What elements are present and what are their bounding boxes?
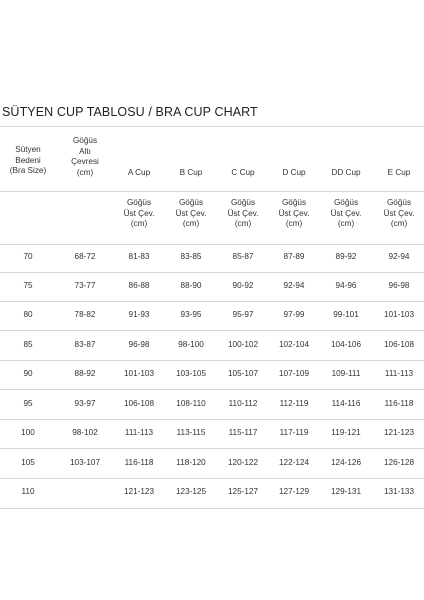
header-cup-5: E Cup <box>387 167 411 177</box>
row-cup-value: 108-110 <box>176 398 206 408</box>
row-cup-value: 88-90 <box>180 280 202 290</box>
row-cup-value: 122-124 <box>278 457 310 467</box>
row-size: 85 <box>23 339 33 349</box>
row-underbust: 68-72 <box>74 251 96 261</box>
table-divider <box>0 419 424 420</box>
row-cup-value: 118-120 <box>176 457 206 467</box>
table-divider <box>0 272 424 273</box>
header-bra-size: Sütyen Bedeni (Bra Size) <box>9 145 47 176</box>
header-overbust-3: Göğüs Üst Çev. (cm) <box>278 198 310 229</box>
row-size: 75 <box>23 280 33 290</box>
row-cup-value: 123-125 <box>175 486 207 496</box>
row-cup-value: 96-98 <box>388 280 410 290</box>
row-size: 95 <box>23 398 33 408</box>
header-overbust-2: Göğüs Üst Çev. (cm) <box>227 198 259 229</box>
row-cup-value: 98-100 <box>178 339 204 349</box>
row-cup-value: 94-96 <box>335 280 357 290</box>
row-cup-value: 124-126 <box>330 457 362 467</box>
row-underbust: 83-87 <box>74 339 96 349</box>
header-cup-4: DD Cup <box>331 167 361 177</box>
row-cup-value: 125-127 <box>227 486 259 496</box>
table-divider <box>0 360 424 361</box>
row-cup-value: 105-107 <box>227 368 259 378</box>
header-overbust-0: Göğüs Üst Çev. (cm) <box>123 198 155 229</box>
row-cup-value: 107-109 <box>278 368 310 378</box>
table-divider <box>0 478 424 479</box>
row-cup-value: 109-111 <box>331 368 361 378</box>
row-cup-value: 102-104 <box>278 339 310 349</box>
row-cup-value: 117-119 <box>279 427 309 437</box>
row-cup-value: 104-106 <box>330 339 362 349</box>
row-cup-value: 100-102 <box>227 339 259 349</box>
header-overbust-4: Göğüs Üst Çev. (cm) <box>330 198 362 229</box>
row-cup-value: 86-88 <box>128 280 150 290</box>
row-cup-value: 83-85 <box>180 251 202 261</box>
row-cup-value: 112-119 <box>279 398 309 408</box>
row-size: 70 <box>23 251 33 261</box>
row-cup-value: 91-93 <box>128 309 150 319</box>
row-cup-value: 106-108 <box>123 398 155 408</box>
row-cup-value: 116-118 <box>384 398 414 408</box>
row-cup-value: 126-128 <box>383 457 415 467</box>
row-cup-value: 131-133 <box>383 486 415 496</box>
header-cup-3: D Cup <box>282 167 306 177</box>
header-underbust: Göğüs Altı Çevresi (cm) <box>71 136 99 177</box>
chart-title: SÜTYEN CUP TABLOSU / BRA CUP CHART <box>2 105 258 119</box>
table-divider <box>0 126 424 127</box>
header-cup-0: A Cup <box>127 167 151 177</box>
row-cup-value: 89-92 <box>335 251 357 261</box>
row-cup-value: 85-87 <box>232 251 254 261</box>
row-cup-value: 119-121 <box>331 427 361 437</box>
row-size: 105 <box>21 457 35 467</box>
row-cup-value: 103-105 <box>175 368 207 378</box>
row-cup-value: 101-103 <box>123 368 155 378</box>
table-divider <box>0 244 424 245</box>
table-divider <box>0 330 424 331</box>
row-cup-value: 129-131 <box>330 486 362 496</box>
row-cup-value: 87-89 <box>283 251 305 261</box>
row-cup-value: 111-113 <box>384 368 414 378</box>
row-cup-value: 114-116 <box>331 398 361 408</box>
row-cup-value: 92-94 <box>388 251 410 261</box>
row-cup-value: 115-117 <box>228 427 258 437</box>
row-underbust: 98-102 <box>72 427 98 437</box>
row-cup-value: 111-113 <box>124 427 154 437</box>
row-cup-value: 106-108 <box>383 339 415 349</box>
table-divider <box>0 301 424 302</box>
table-divider <box>0 448 424 449</box>
row-cup-value: 101-103 <box>383 309 415 319</box>
table-divider <box>0 389 424 390</box>
row-size: 80 <box>23 309 33 319</box>
row-underbust: 73-77 <box>74 280 96 290</box>
row-cup-value: 93-95 <box>180 309 202 319</box>
header-cup-1: B Cup <box>179 167 203 177</box>
header-cup-2: C Cup <box>231 167 255 177</box>
row-cup-value: 95-97 <box>232 309 254 319</box>
table-divider <box>0 508 424 509</box>
row-cup-value: 90-92 <box>232 280 254 290</box>
row-cup-value: 116-118 <box>124 457 154 467</box>
row-size: 90 <box>23 368 33 378</box>
row-cup-value: 97-99 <box>283 309 305 319</box>
row-cup-value: 127-129 <box>278 486 310 496</box>
row-cup-value: 113-115 <box>176 427 206 437</box>
row-underbust: 103-107 <box>69 457 101 467</box>
header-overbust-5: Göğüs Üst Çev. (cm) <box>383 198 415 229</box>
row-underbust: 88-92 <box>74 368 96 378</box>
row-underbust: 78-82 <box>74 309 96 319</box>
row-cup-value: 121-123 <box>123 486 155 496</box>
row-cup-value: 99-101 <box>333 309 359 319</box>
row-cup-value: 121-123 <box>383 427 415 437</box>
row-cup-value: 120-122 <box>227 457 259 467</box>
row-size: 110 <box>21 486 35 496</box>
row-cup-value: 81-83 <box>128 251 150 261</box>
row-cup-value: 92-94 <box>283 280 305 290</box>
table-divider <box>0 191 424 192</box>
header-overbust-1: Göğüs Üst Çev. (cm) <box>175 198 207 229</box>
row-cup-value: 110-112 <box>228 398 258 408</box>
row-cup-value: 96-98 <box>128 339 150 349</box>
row-size: 100 <box>21 427 35 437</box>
row-underbust: 93-97 <box>74 398 96 408</box>
